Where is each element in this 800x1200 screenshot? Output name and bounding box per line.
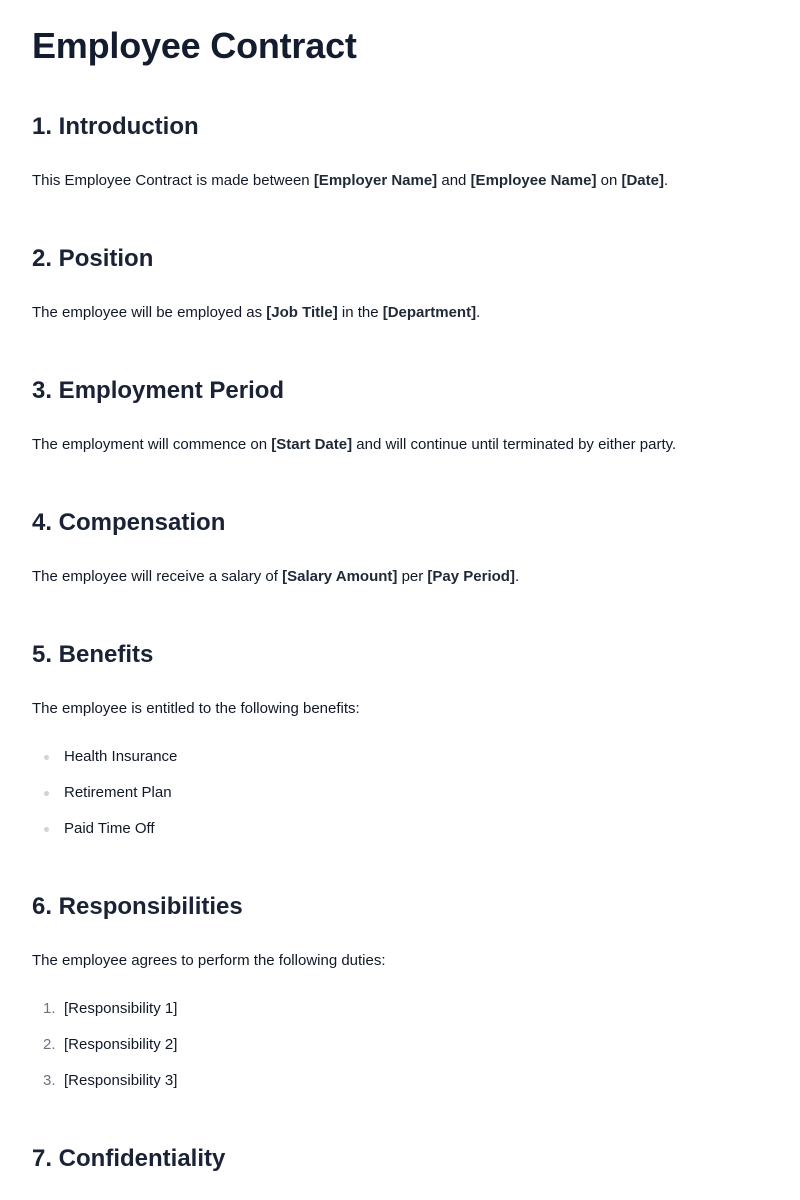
section-compensation	[32, 508, 768, 588]
text-segment: The employment will commence on	[32, 436, 272, 453]
placeholder-department: [Department]	[382, 304, 477, 321]
section-confidentiality	[32, 1144, 768, 1174]
section-text: The employee is entitled to the following benefits:	[32, 700, 360, 717]
text-segment: .	[514, 568, 520, 585]
list-item	[32, 1034, 768, 1056]
section-heading: 4. Compensation	[32, 509, 226, 536]
list-item	[32, 818, 768, 840]
text-segment: in the	[337, 304, 383, 321]
bullet-dot-icon	[44, 755, 49, 760]
list-item-text: [Responsibility 2]	[64, 1036, 178, 1053]
list-number: 1.	[43, 1000, 56, 1017]
placeholder-pay-period: [Pay Period]	[427, 568, 515, 585]
section-heading: 3. Employment Period	[32, 377, 285, 404]
text-segment: This Employee Contract is made between	[32, 172, 314, 189]
placeholder-salary-amount: [Salary Amount]	[282, 568, 398, 585]
list-item	[32, 1070, 768, 1092]
section-position	[32, 244, 768, 324]
section-heading: 7. Confidentiality	[32, 1145, 226, 1172]
section-heading: 1. Introduction	[32, 113, 199, 140]
list-item	[32, 998, 768, 1020]
placeholder-date: [Date]	[621, 172, 664, 189]
list-number: 2.	[43, 1036, 56, 1053]
section-responsibilities	[32, 892, 768, 1092]
section-text	[32, 566, 768, 588]
section-heading: 6. Responsibilities	[32, 893, 243, 920]
placeholder-start-date: [Start Date]	[271, 436, 353, 453]
list-item-text: Paid Time Off	[64, 820, 155, 837]
placeholder-job-title: [Job Title]	[266, 304, 338, 321]
text-segment: on	[596, 172, 622, 189]
section-text	[32, 302, 768, 324]
text-segment: and will continue until terminated by either party.	[352, 436, 677, 453]
benefits-list	[32, 746, 768, 840]
section-heading: 2. Position	[32, 245, 154, 272]
list-number: 3.	[43, 1072, 56, 1089]
section-text: The employee agrees to perform the following duties:	[32, 952, 386, 969]
list-item-text: Health Insurance	[64, 748, 178, 765]
text-segment: The employee will receive a salary of	[32, 568, 283, 585]
list-item-text: [Responsibility 3]	[64, 1072, 178, 1089]
section-heading: 5. Benefits	[32, 641, 154, 668]
list-item	[32, 782, 768, 804]
text-segment: .	[476, 304, 481, 321]
text-segment: and	[437, 172, 471, 189]
section-text	[32, 170, 768, 192]
section-introduction	[32, 112, 768, 192]
section-employment-period	[32, 376, 768, 456]
text-segment: The employee will be employed as	[32, 304, 267, 321]
placeholder-employee-name: [Employee Name]	[470, 172, 597, 189]
placeholder-employer-name: [Employer Name]	[313, 172, 438, 189]
document-title: Employee Contract	[32, 25, 357, 66]
list-item-text: [Responsibility 1]	[64, 1000, 178, 1017]
list-item	[32, 746, 768, 768]
text-segment: .	[663, 172, 669, 189]
section-benefits	[32, 640, 768, 840]
responsibilities-list	[32, 998, 768, 1092]
section-text	[32, 434, 768, 456]
bullet-dot-icon	[44, 827, 49, 832]
list-item-text: Retirement Plan	[64, 784, 172, 801]
text-segment: per	[397, 568, 428, 585]
bullet-dot-icon	[44, 791, 49, 796]
